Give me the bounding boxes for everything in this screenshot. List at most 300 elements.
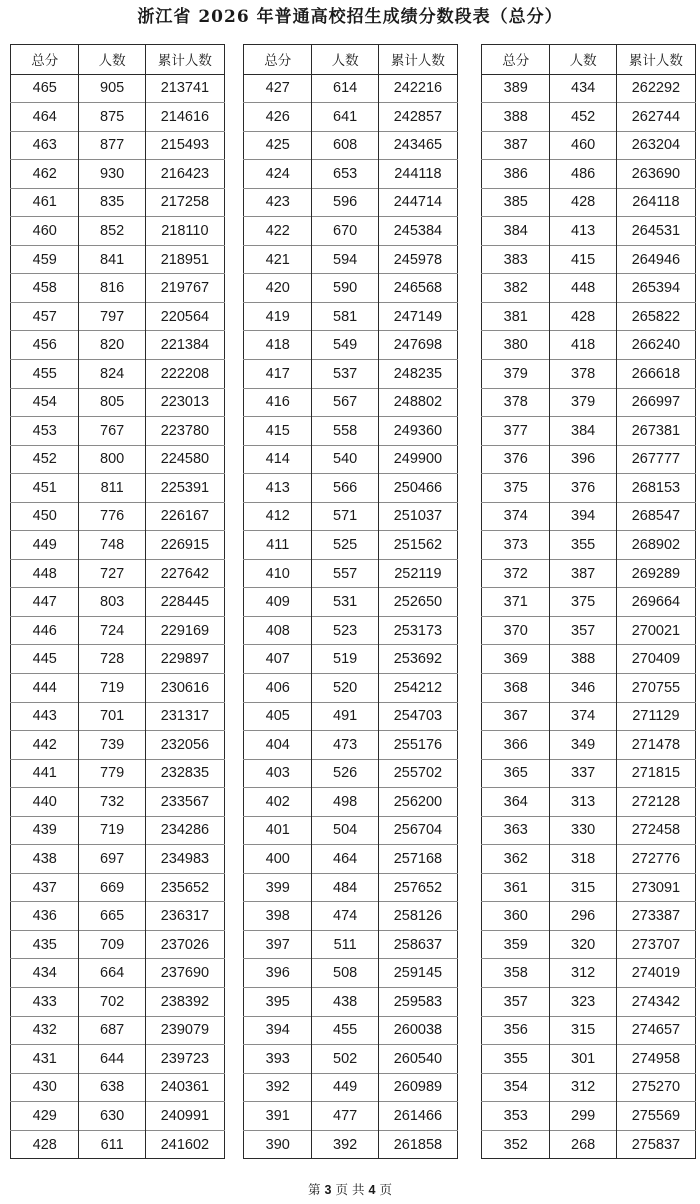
cell-cumulative: 256200 bbox=[378, 788, 457, 817]
cell-count: 701 bbox=[79, 702, 145, 731]
cell-cumulative: 253173 bbox=[378, 616, 457, 645]
score-table-2 bbox=[243, 44, 458, 1159]
table-row bbox=[11, 873, 225, 902]
table-row bbox=[11, 845, 225, 874]
cell-cumulative: 224580 bbox=[145, 445, 224, 474]
cell-total-score: 423 bbox=[265, 194, 290, 211]
cell-total-score: 422 bbox=[265, 223, 290, 239]
header-count: 人数 bbox=[550, 45, 616, 75]
table-row bbox=[11, 731, 225, 760]
cell-total-score: 363 bbox=[503, 822, 528, 839]
cell-count: 728 bbox=[79, 645, 145, 674]
table-row bbox=[482, 702, 696, 731]
cell-count: 739 bbox=[79, 731, 145, 760]
cell-total-score: 458 bbox=[32, 280, 57, 297]
cell-total-score: 398 bbox=[265, 908, 290, 925]
cell-cumulative: 266240 bbox=[616, 331, 695, 360]
cell-count: 644 bbox=[79, 1045, 145, 1074]
cell-count: 540 bbox=[312, 445, 378, 474]
table-header-row bbox=[244, 45, 458, 75]
cell-cumulative: 267381 bbox=[616, 417, 695, 446]
cell-count: 448 bbox=[550, 274, 616, 303]
table-row bbox=[11, 217, 225, 246]
cell-total-score: 413 bbox=[265, 479, 290, 496]
cell-total-score: 356 bbox=[503, 1022, 528, 1039]
table-row bbox=[244, 759, 458, 788]
table-row bbox=[244, 731, 458, 760]
table-row bbox=[482, 474, 696, 503]
cell-count: 719 bbox=[79, 816, 145, 845]
cell-count: 581 bbox=[312, 302, 378, 331]
cell-count: 702 bbox=[79, 988, 145, 1017]
cell-total-score: 359 bbox=[503, 936, 528, 953]
cell-cumulative: 247149 bbox=[378, 302, 457, 331]
cell-total-score: 442 bbox=[32, 736, 57, 753]
table-row bbox=[482, 673, 696, 702]
cell-total-score: 420 bbox=[265, 280, 290, 297]
cell-count: 394 bbox=[550, 502, 616, 531]
cell-total-score: 401 bbox=[265, 822, 290, 839]
cell-count: 767 bbox=[79, 417, 145, 446]
table-row bbox=[482, 1102, 696, 1131]
table-row bbox=[244, 1073, 458, 1102]
cell-cumulative: 248802 bbox=[378, 388, 457, 417]
cell-cumulative: 259583 bbox=[378, 988, 457, 1017]
cell-count: 816 bbox=[79, 274, 145, 303]
cell-count: 614 bbox=[312, 74, 378, 103]
cell-total-score: 365 bbox=[503, 765, 528, 782]
cell-count: 641 bbox=[312, 103, 378, 132]
cell-cumulative: 237690 bbox=[145, 959, 224, 988]
cell-count: 477 bbox=[312, 1102, 378, 1131]
cell-count: 337 bbox=[550, 759, 616, 788]
cell-cumulative: 264118 bbox=[616, 188, 695, 217]
cell-cumulative: 270409 bbox=[616, 645, 695, 674]
cell-total-score: 383 bbox=[503, 251, 528, 268]
cell-count: 312 bbox=[550, 959, 616, 988]
cell-count: 596 bbox=[312, 188, 378, 217]
table-row bbox=[244, 673, 458, 702]
cell-cumulative: 223780 bbox=[145, 417, 224, 446]
cell-total-score: 418 bbox=[265, 337, 290, 354]
cell-cumulative: 242216 bbox=[378, 74, 457, 103]
cell-count: 396 bbox=[550, 445, 616, 474]
cell-cumulative: 270021 bbox=[616, 616, 695, 645]
cell-cumulative: 268547 bbox=[616, 502, 695, 531]
cell-count: 841 bbox=[79, 245, 145, 274]
cell-cumulative: 275270 bbox=[616, 1073, 695, 1102]
cell-cumulative: 234286 bbox=[145, 816, 224, 845]
table-row bbox=[244, 502, 458, 531]
cell-count: 558 bbox=[312, 417, 378, 446]
cell-cumulative: 246568 bbox=[378, 274, 457, 303]
table-row bbox=[11, 759, 225, 788]
cell-count: 498 bbox=[312, 788, 378, 817]
table-row bbox=[11, 959, 225, 988]
cell-cumulative: 240991 bbox=[145, 1102, 224, 1131]
cell-count: 611 bbox=[79, 1130, 145, 1159]
cell-cumulative: 273387 bbox=[616, 902, 695, 931]
table-row bbox=[482, 160, 696, 189]
cell-total-score: 419 bbox=[265, 308, 290, 325]
table-row bbox=[244, 160, 458, 189]
cell-total-score: 417 bbox=[265, 365, 290, 382]
cell-count: 504 bbox=[312, 816, 378, 845]
cell-total-score: 384 bbox=[503, 223, 528, 239]
cell-count: 388 bbox=[550, 645, 616, 674]
header-cumulative: 累计人数 bbox=[378, 45, 457, 75]
table-row bbox=[244, 302, 458, 331]
cell-total-score: 451 bbox=[32, 479, 57, 496]
cell-total-score: 438 bbox=[32, 851, 57, 868]
cell-count: 313 bbox=[550, 788, 616, 817]
cell-cumulative: 258637 bbox=[378, 930, 457, 959]
cell-count: 748 bbox=[79, 531, 145, 560]
cell-count: 418 bbox=[550, 331, 616, 360]
cell-total-score: 362 bbox=[503, 851, 528, 868]
table-row bbox=[11, 531, 225, 560]
cell-total-score: 412 bbox=[265, 508, 290, 525]
cell-cumulative: 229169 bbox=[145, 616, 224, 645]
table-row bbox=[11, 502, 225, 531]
table-header-row bbox=[11, 45, 225, 75]
table-row bbox=[244, 274, 458, 303]
table-row bbox=[11, 588, 225, 617]
cell-count: 473 bbox=[312, 731, 378, 760]
cell-total-score: 409 bbox=[265, 594, 290, 611]
cell-count: 460 bbox=[550, 131, 616, 160]
cell-count: 719 bbox=[79, 673, 145, 702]
table-row bbox=[482, 359, 696, 388]
table-row bbox=[11, 1102, 225, 1131]
table-row bbox=[11, 816, 225, 845]
table-row bbox=[11, 245, 225, 274]
cell-total-score: 457 bbox=[32, 308, 57, 325]
cell-total-score: 397 bbox=[265, 936, 290, 953]
cell-cumulative: 257652 bbox=[378, 873, 457, 902]
cell-cumulative: 222208 bbox=[145, 359, 224, 388]
table-row bbox=[482, 274, 696, 303]
cell-count: 875 bbox=[79, 103, 145, 132]
cell-count: 315 bbox=[550, 1016, 616, 1045]
cell-cumulative: 254703 bbox=[378, 702, 457, 731]
cell-total-score: 439 bbox=[32, 822, 57, 839]
header-count: 人数 bbox=[79, 45, 145, 75]
cell-total-score: 386 bbox=[503, 165, 528, 182]
table-row bbox=[482, 959, 696, 988]
cell-cumulative: 266997 bbox=[616, 388, 695, 417]
cell-cumulative: 263690 bbox=[616, 160, 695, 189]
table-row bbox=[244, 359, 458, 388]
cell-total-score: 448 bbox=[32, 565, 57, 582]
table-row bbox=[11, 616, 225, 645]
table-row bbox=[244, 930, 458, 959]
table-row bbox=[482, 531, 696, 560]
cell-cumulative: 231317 bbox=[145, 702, 224, 731]
header-count: 人数 bbox=[312, 45, 378, 75]
cell-count: 779 bbox=[79, 759, 145, 788]
cell-cumulative: 237026 bbox=[145, 930, 224, 959]
cell-total-score: 414 bbox=[265, 451, 290, 468]
cell-count: 732 bbox=[79, 788, 145, 817]
table-row bbox=[244, 131, 458, 160]
table-row bbox=[244, 816, 458, 845]
table-row bbox=[482, 588, 696, 617]
cell-count: 519 bbox=[312, 645, 378, 674]
cell-total-score: 371 bbox=[503, 594, 528, 611]
cell-total-score: 461 bbox=[32, 194, 57, 211]
table-row bbox=[11, 1045, 225, 1074]
cell-cumulative: 239079 bbox=[145, 1016, 224, 1045]
footer-prefix: 第 bbox=[308, 1182, 321, 1197]
table-row bbox=[11, 930, 225, 959]
cell-count: 531 bbox=[312, 588, 378, 617]
cell-cumulative: 274019 bbox=[616, 959, 695, 988]
cell-count: 379 bbox=[550, 388, 616, 417]
cell-total-score: 446 bbox=[32, 622, 57, 639]
cell-cumulative: 264946 bbox=[616, 245, 695, 274]
cell-count: 299 bbox=[550, 1102, 616, 1131]
table-row bbox=[244, 217, 458, 246]
cell-count: 376 bbox=[550, 474, 616, 503]
cell-count: 905 bbox=[79, 74, 145, 103]
table-row bbox=[482, 616, 696, 645]
cell-cumulative: 265394 bbox=[616, 274, 695, 303]
cell-total-score: 370 bbox=[503, 622, 528, 639]
cell-total-score: 387 bbox=[503, 137, 528, 154]
header-total-score: 总分 bbox=[244, 45, 312, 75]
cell-count: 653 bbox=[312, 160, 378, 189]
cell-total-score: 415 bbox=[265, 422, 290, 439]
cell-total-score: 400 bbox=[265, 851, 290, 868]
cell-cumulative: 267777 bbox=[616, 445, 695, 474]
cell-cumulative: 254212 bbox=[378, 673, 457, 702]
cell-count: 567 bbox=[312, 388, 378, 417]
cell-count: 323 bbox=[550, 988, 616, 1017]
cell-count: 630 bbox=[79, 1102, 145, 1131]
cell-total-score: 357 bbox=[503, 993, 528, 1010]
cell-total-score: 426 bbox=[265, 108, 290, 125]
cell-cumulative: 216423 bbox=[145, 160, 224, 189]
cell-cumulative: 253692 bbox=[378, 645, 457, 674]
cell-total-score: 392 bbox=[265, 1079, 290, 1096]
table-row bbox=[11, 388, 225, 417]
table-row bbox=[11, 188, 225, 217]
cell-total-score: 434 bbox=[32, 965, 57, 982]
cell-cumulative: 245384 bbox=[378, 217, 457, 246]
cell-count: 930 bbox=[79, 160, 145, 189]
cell-cumulative: 238392 bbox=[145, 988, 224, 1017]
table-row bbox=[482, 388, 696, 417]
table-row bbox=[244, 103, 458, 132]
cell-cumulative: 274958 bbox=[616, 1045, 695, 1074]
cell-cumulative: 266618 bbox=[616, 359, 695, 388]
cell-cumulative: 252119 bbox=[378, 559, 457, 588]
cell-total-score: 465 bbox=[32, 80, 57, 97]
footer-current-page: 3 bbox=[324, 1183, 332, 1197]
cell-count: 330 bbox=[550, 816, 616, 845]
cell-cumulative: 257168 bbox=[378, 845, 457, 874]
cell-count: 557 bbox=[312, 559, 378, 588]
table-row bbox=[11, 359, 225, 388]
cell-cumulative: 275569 bbox=[616, 1102, 695, 1131]
table-row bbox=[244, 417, 458, 446]
cell-total-score: 404 bbox=[265, 736, 290, 753]
cell-cumulative: 271478 bbox=[616, 731, 695, 760]
table-row bbox=[482, 930, 696, 959]
cell-count: 375 bbox=[550, 588, 616, 617]
cell-count: 664 bbox=[79, 959, 145, 988]
cell-total-score: 440 bbox=[32, 793, 57, 810]
cell-cumulative: 250466 bbox=[378, 474, 457, 503]
cell-cumulative: 269289 bbox=[616, 559, 695, 588]
table-row bbox=[244, 74, 458, 103]
cell-count: 877 bbox=[79, 131, 145, 160]
cell-count: 835 bbox=[79, 188, 145, 217]
cell-count: 549 bbox=[312, 331, 378, 360]
table-row bbox=[482, 731, 696, 760]
cell-cumulative: 233567 bbox=[145, 788, 224, 817]
cell-count: 670 bbox=[312, 217, 378, 246]
cell-count: 727 bbox=[79, 559, 145, 588]
cell-total-score: 454 bbox=[32, 394, 57, 411]
table-row bbox=[11, 1073, 225, 1102]
cell-total-score: 402 bbox=[265, 793, 290, 810]
cell-total-score: 394 bbox=[265, 1022, 290, 1039]
cell-total-score: 399 bbox=[265, 879, 290, 896]
cell-cumulative: 265822 bbox=[616, 302, 695, 331]
cell-count: 318 bbox=[550, 845, 616, 874]
cell-total-score: 379 bbox=[503, 365, 528, 382]
cell-cumulative: 220564 bbox=[145, 302, 224, 331]
cell-total-score: 455 bbox=[32, 365, 57, 382]
cell-total-score: 408 bbox=[265, 622, 290, 639]
cell-total-score: 407 bbox=[265, 651, 290, 668]
table-row bbox=[244, 845, 458, 874]
cell-total-score: 373 bbox=[503, 537, 528, 554]
cell-count: 428 bbox=[550, 302, 616, 331]
cell-cumulative: 255176 bbox=[378, 731, 457, 760]
cell-count: 486 bbox=[550, 160, 616, 189]
cell-count: 452 bbox=[550, 103, 616, 132]
table-row bbox=[482, 245, 696, 274]
table-row bbox=[482, 217, 696, 246]
table-row bbox=[11, 331, 225, 360]
header-cumulative: 累计人数 bbox=[616, 45, 695, 75]
cell-total-score: 416 bbox=[265, 394, 290, 411]
cell-cumulative: 213741 bbox=[145, 74, 224, 103]
table-row bbox=[11, 474, 225, 503]
header-total-score: 总分 bbox=[11, 45, 79, 75]
cell-total-score: 388 bbox=[503, 108, 528, 125]
table-row bbox=[11, 788, 225, 817]
table-row bbox=[244, 1102, 458, 1131]
cell-count: 571 bbox=[312, 502, 378, 531]
table-row bbox=[482, 645, 696, 674]
table-row bbox=[482, 445, 696, 474]
cell-count: 776 bbox=[79, 502, 145, 531]
table-row bbox=[11, 902, 225, 931]
cell-total-score: 377 bbox=[503, 422, 528, 439]
cell-count: 315 bbox=[550, 873, 616, 902]
cell-total-score: 406 bbox=[265, 679, 290, 696]
table-row bbox=[482, 302, 696, 331]
cell-count: 387 bbox=[550, 559, 616, 588]
table-row bbox=[482, 559, 696, 588]
cell-total-score: 355 bbox=[503, 1050, 528, 1067]
cell-count: 824 bbox=[79, 359, 145, 388]
cell-total-score: 382 bbox=[503, 280, 528, 297]
footer-mid: 页 共 bbox=[335, 1182, 365, 1197]
cell-count: 413 bbox=[550, 217, 616, 246]
cell-cumulative: 255702 bbox=[378, 759, 457, 788]
cell-count: 428 bbox=[550, 188, 616, 217]
table-header-row bbox=[482, 45, 696, 75]
cell-total-score: 364 bbox=[503, 793, 528, 810]
cell-cumulative: 274657 bbox=[616, 1016, 695, 1045]
cell-total-score: 361 bbox=[503, 879, 528, 896]
cell-total-score: 433 bbox=[32, 993, 57, 1010]
table-row bbox=[482, 845, 696, 874]
cell-count: 484 bbox=[312, 873, 378, 902]
table-row bbox=[11, 131, 225, 160]
cell-cumulative: 218951 bbox=[145, 245, 224, 274]
cell-total-score: 445 bbox=[32, 651, 57, 668]
cell-total-score: 378 bbox=[503, 394, 528, 411]
cell-count: 384 bbox=[550, 417, 616, 446]
cell-total-score: 366 bbox=[503, 736, 528, 753]
cell-total-score: 431 bbox=[32, 1050, 57, 1067]
cell-count: 346 bbox=[550, 673, 616, 702]
cell-count: 566 bbox=[312, 474, 378, 503]
cell-total-score: 353 bbox=[503, 1107, 528, 1124]
table-row bbox=[11, 988, 225, 1017]
cell-total-score: 443 bbox=[32, 708, 57, 725]
cell-cumulative: 223013 bbox=[145, 388, 224, 417]
table-row bbox=[11, 645, 225, 674]
table-row bbox=[482, 331, 696, 360]
cell-count: 669 bbox=[79, 873, 145, 902]
cell-cumulative: 244714 bbox=[378, 188, 457, 217]
cell-count: 805 bbox=[79, 388, 145, 417]
cell-cumulative: 251562 bbox=[378, 531, 457, 560]
cell-cumulative: 260989 bbox=[378, 1073, 457, 1102]
cell-cumulative: 272776 bbox=[616, 845, 695, 874]
cell-cumulative: 232056 bbox=[145, 731, 224, 760]
cell-count: 594 bbox=[312, 245, 378, 274]
cell-count: 526 bbox=[312, 759, 378, 788]
cell-total-score: 403 bbox=[265, 765, 290, 782]
table-row bbox=[482, 873, 696, 902]
cell-count: 301 bbox=[550, 1045, 616, 1074]
cell-cumulative: 271815 bbox=[616, 759, 695, 788]
cell-count: 537 bbox=[312, 359, 378, 388]
cell-total-score: 354 bbox=[503, 1079, 528, 1096]
table-row bbox=[244, 616, 458, 645]
cell-count: 455 bbox=[312, 1016, 378, 1045]
table-row bbox=[482, 417, 696, 446]
cell-cumulative: 227642 bbox=[145, 559, 224, 588]
table-row bbox=[11, 417, 225, 446]
cell-count: 511 bbox=[312, 930, 378, 959]
cell-cumulative: 229897 bbox=[145, 645, 224, 674]
cell-count: 449 bbox=[312, 1073, 378, 1102]
cell-total-score: 376 bbox=[503, 451, 528, 468]
cell-total-score: 375 bbox=[503, 479, 528, 496]
cell-cumulative: 258126 bbox=[378, 902, 457, 931]
cell-cumulative: 234983 bbox=[145, 845, 224, 874]
table-row bbox=[482, 1045, 696, 1074]
